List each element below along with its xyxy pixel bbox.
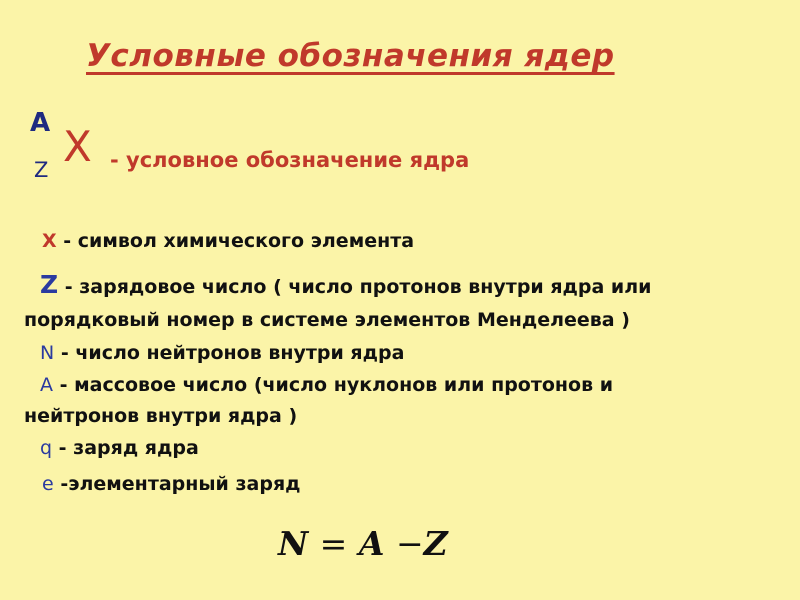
definition-text: порядковый номер в системе элементов Менделеева ): [24, 309, 630, 331]
formula-n: N: [278, 524, 309, 563]
formula-z: Z: [423, 524, 448, 563]
formula-equals: =: [319, 524, 348, 563]
neutron-formula: [278, 524, 448, 563]
definition-symbol: q: [40, 437, 53, 459]
element-symbol: X: [63, 122, 92, 171]
definition-symbol: A: [40, 374, 53, 396]
definition-text: - символ химического элемента: [56, 230, 415, 252]
definition-a: [40, 374, 613, 396]
definition-z: [40, 270, 651, 299]
formula-a: A: [358, 524, 385, 563]
definition-symbol: X: [42, 230, 57, 252]
definition-symbol: Z: [40, 270, 59, 299]
definition-q: [40, 437, 199, 459]
charge-number-label: Z: [34, 158, 49, 182]
definition-z-continued: [24, 309, 630, 331]
formula-minus: −: [395, 524, 424, 563]
definition-n: [40, 342, 404, 364]
definition-text: - зарядовое число ( число протонов внутри ядра или: [58, 276, 652, 298]
definition-a-continued: [24, 405, 297, 427]
definition-text: - заряд ядра: [52, 437, 199, 459]
definition-text: нейтронов внутри ядра ): [24, 405, 298, 427]
definition-symbol: N: [40, 342, 55, 364]
definition-x: [42, 230, 414, 252]
slide-title: Условные обозначения ядер: [86, 38, 615, 74]
definition-text: -элементарный заряд: [53, 473, 301, 495]
mass-number-label: A: [30, 108, 51, 138]
definition-text: - число нейтронов внутри ядра: [54, 342, 405, 364]
definition-e: [42, 473, 301, 495]
definition-text: - массовое число (число нуклонов или протонов и: [53, 374, 614, 396]
definition-symbol: e: [42, 473, 54, 495]
nuclide-description: - условное обозначение ядра: [110, 148, 470, 172]
